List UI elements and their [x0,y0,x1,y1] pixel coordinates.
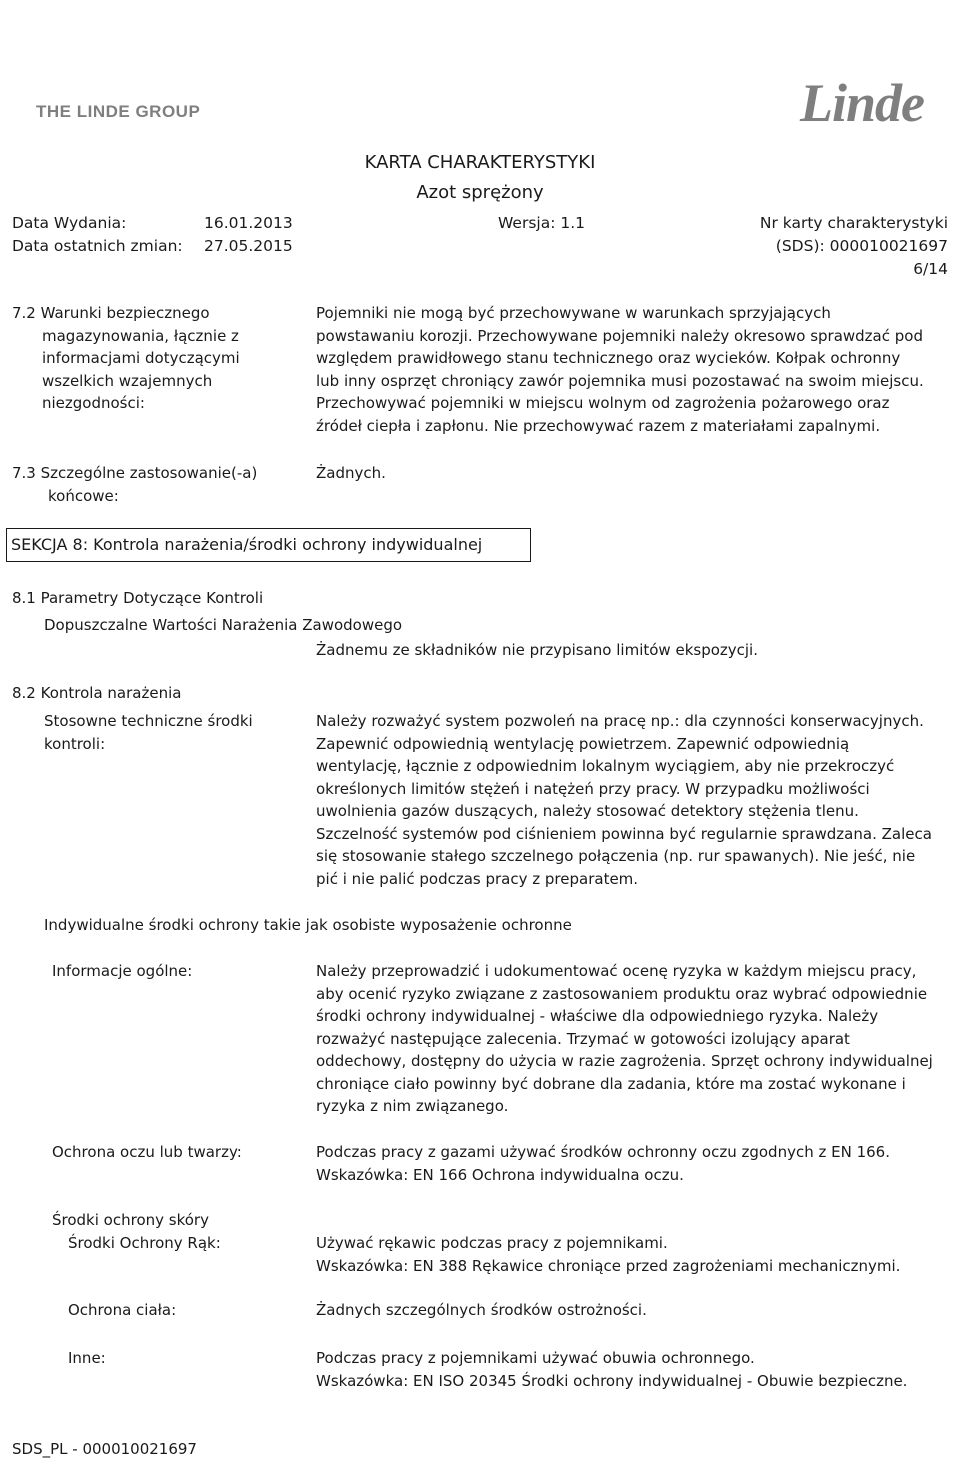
section-7-3-label: 7.3 Szczególne zastosowanie(-a) końcowe: [12,464,258,505]
hand-protection-label: Środki Ochrony Rąk: [68,1234,221,1252]
section-7-2-text: Pojemniki nie mogą być przechowywane w warunkach sprzyjających powstawaniu korozji. Przechowywane pojemniki należy okresowo sprawdzać pod względem prawidłowego stanu technicznego oraz wycieków. Kołpak ochronny lub inny osprzęt chroniący zawór pojemnika musi pozostawać na swoim miejscu. Przechowywać pojemniki w miejscu wolnym od zagrożenia pożarowego oraz źródeł ciepła i zapłonu. Nie przechowywać razem z materiałami zapalnymi. [316,304,924,435]
linde-group-logo: THE LINDE GROUP [36,102,201,121]
hand-protection-text: Używać rękawic podczas pracy z pojemnikami. Wskazówka: EN 388 Rękawice chroniące przed zagrożeniami mechanicznymi. [316,1234,901,1275]
eye-protection-label: Ochrona oczu lub twarzy: [52,1143,242,1161]
linde-brand-logo: Linde [800,73,924,133]
product-name: Azot sprężony [416,182,544,203]
exposure-limits-subtitle: Dopuszczalne Wartości Narażenia Zawodowego [44,616,403,634]
card-number-label: Nr karty charakterystyki [759,214,948,232]
general-info-label: Informacje ogólne: [52,962,193,980]
eye-protection-text: Podczas pracy z gazami używać środków ochronny oczu zgodnych z EN 166. Wskazówka: EN 166 Ochrona indywidualna oczu. [316,1143,890,1184]
version: Wersja: 1.1 [498,214,586,232]
engineering-controls-text: Należy rozważyć system pozwoleń na pracę np.: dla czynności konserwacyjnych. Zapewnić odpowiednią wentylację powietrzem. Zapewnić odpowiednią wentylację, łącznie z odpowiednim lokalnym wyciągiem, aby nie przekroczyć określonych limitów stężeń i natężeń przy pracy. W przypadku możliwości uwolnienia gazów duszących, należy stosować detektory stężenia tlenu. Szczelność systemów pod ciśnieniem powinna być regularnie sprawdzana. Zaleca się stosowanie stałego szczelnego połączenia (np. rur spawanych). Nie jeść, nie pić i nie palić podczas pracy z preparatem. [316,712,932,888]
issue-date: 16.01.2013 [204,214,293,232]
other-protection-label: Inne: [68,1349,106,1367]
section-7-2-label: 7.2 Warunki bezpiecznego magazynowania, łącznie z informacjami dotyczącymi wszelkich wzajemnych niezgodności: [12,304,240,412]
engineering-controls-label: Stosowne techniczne środki kontroli: [44,712,253,753]
body-protection-label: Ochrona ciała: [68,1301,177,1319]
body-protection-text: Żadnych szczególnych środków ostrożności. [316,1301,647,1319]
exposure-limits-text: Żadnemu ze składników nie przypisano limitów ekspozycji. [316,641,758,659]
footer-sds-code: SDS_PL - 000010021697 [12,1440,197,1458]
other-protection-text: Podczas pracy z pojemnikami używać obuwia ochronnego. Wskazówka: EN ISO 20345 Środki ochrony indywidualnej - Obuwie bezpieczne. [316,1349,908,1390]
section-8-2-title: 8.2 Kontrola narażenia [12,684,182,702]
general-info-text: Należy przeprowadzić i udokumentować ocenę ryzyka w każdym miejscu pracy, aby ocenić ryzyko związane z zastosowaniem produktu oraz wybrać odpowiednie środki ochrony indywidualnej - właściwe dla odpowiedniego ryzyka. Należy rozważyć następujące zalecenia. Trzymać w gotowości izolujący aparat oddechowy, dostępny do użycia w razie zagrożenia. Sprzęt ochrony indywidualnej chroniące ciało powinny być dobrane dla zadania, które ma zostać wykonane i ryzyka z nim związanego. [316,962,933,1115]
skin-protection-label: Środki ochrony skóry [52,1211,209,1229]
section-7-3-text: Żadnych. [316,464,386,482]
sds-number: (SDS): 000010021697 [775,237,948,255]
page-number: 6/14 [913,260,948,278]
section-8-1-title: 8.1 Parametry Dotyczące Kontroli [12,589,264,607]
ppe-title: Indywidualne środki ochrony takie jak osobiste wyposażenie ochronne [44,916,572,934]
document-title: KARTA CHARAKTERYSTYKI [364,152,596,173]
revision-date: 27.05.2015 [204,237,293,255]
revision-date-label: Data ostatnich zmian: [12,237,183,255]
issue-date-label: Data Wydania: [12,214,127,232]
section-8-heading: SEKCJA 8: Kontrola narażenia/środki ochrony indywidualnej [6,528,531,562]
